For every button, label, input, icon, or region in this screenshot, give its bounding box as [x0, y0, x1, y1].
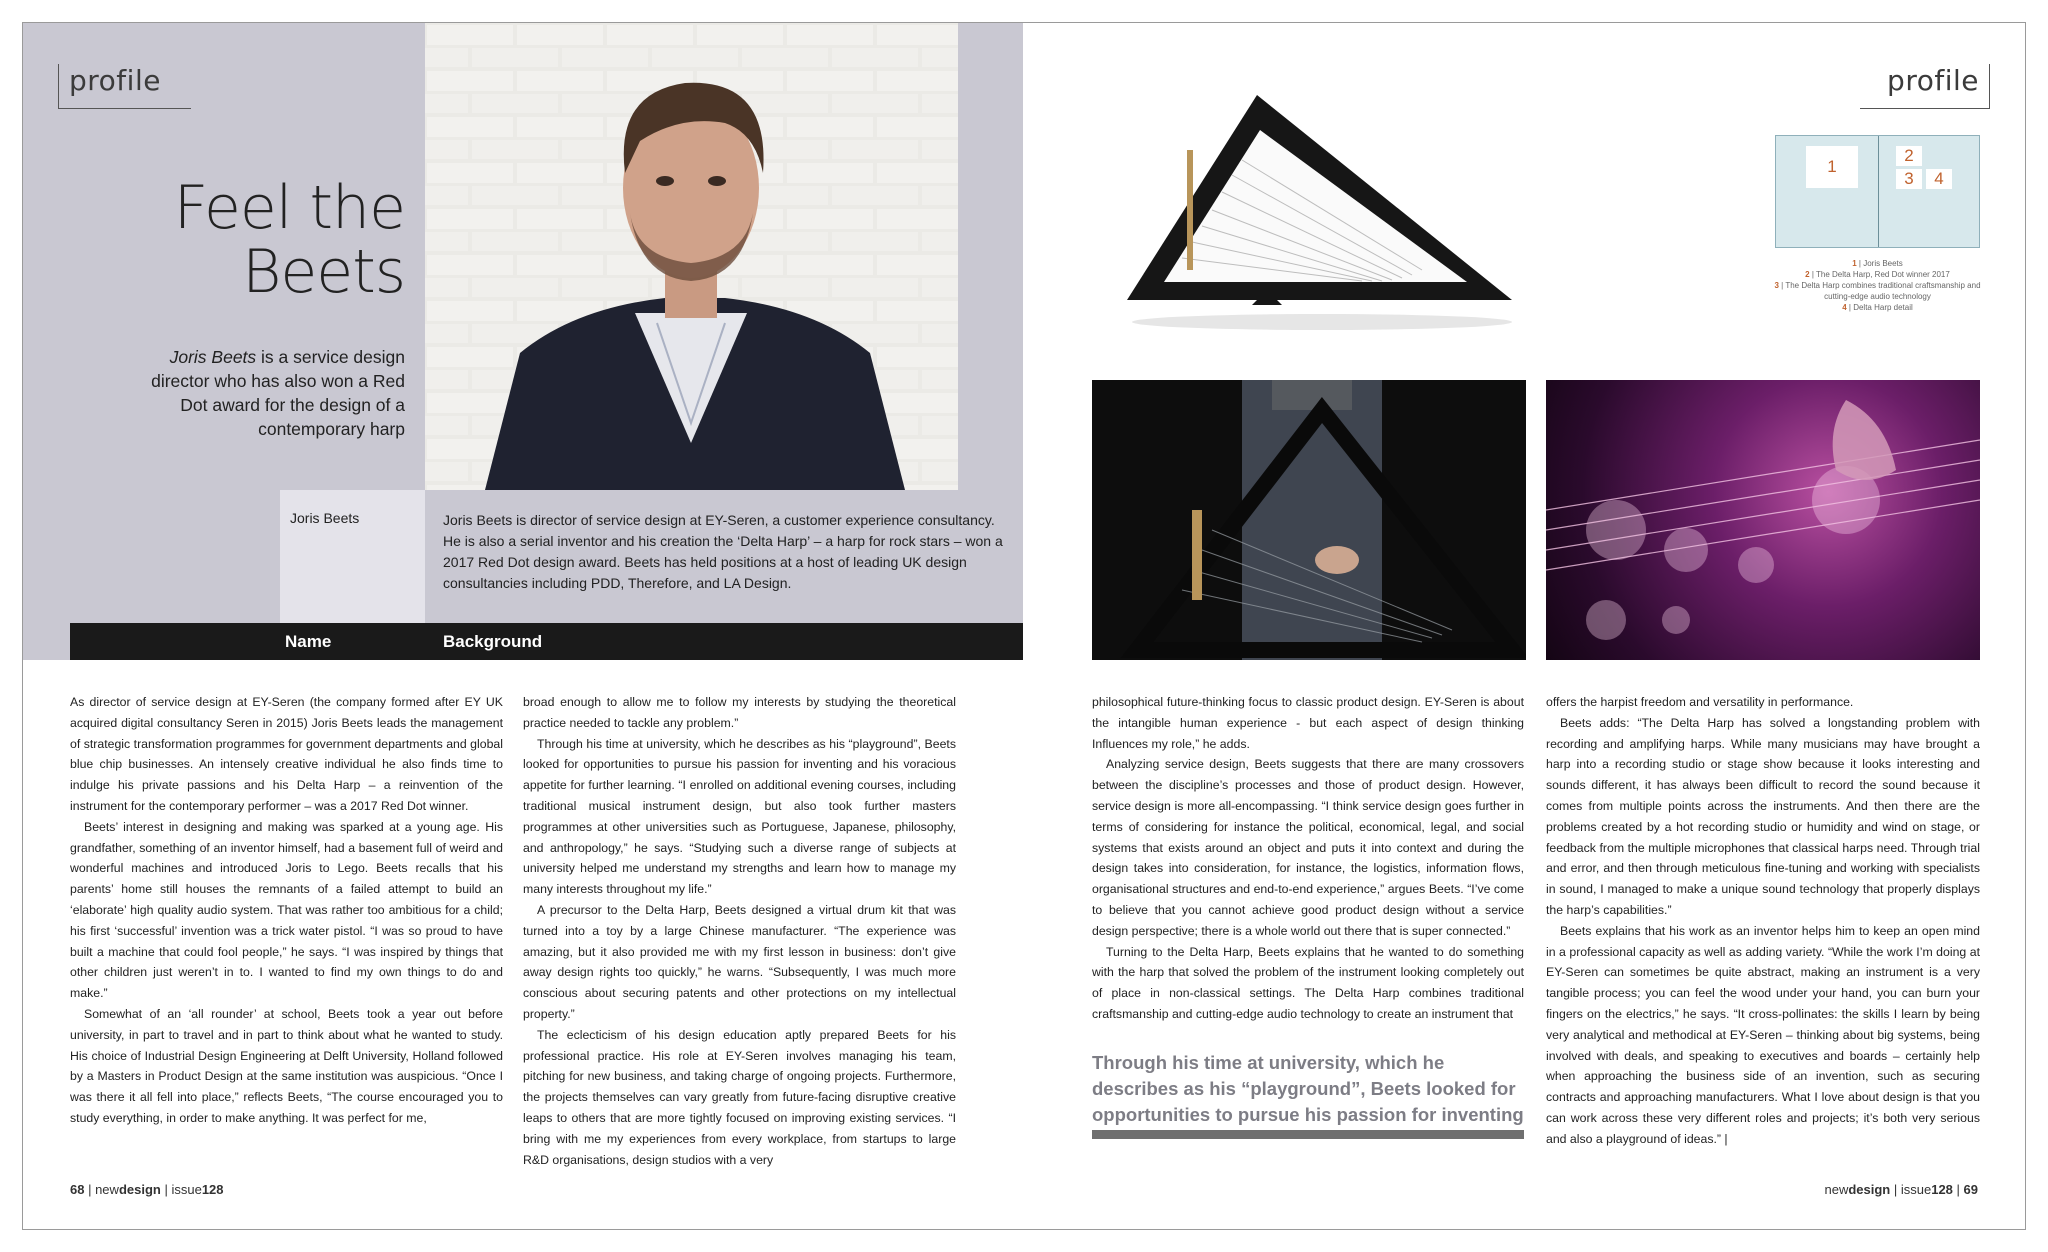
caption-text: The Delta Harp, Red Dot winner 2017: [1815, 270, 1950, 279]
article-column-2: [523, 692, 956, 1170]
headline-line-2: Beets: [242, 237, 405, 307]
paragraph: As director of service design at EY-Seren (the company formed after EY UK acquired digital consultancy Seren in 2015) Joris Beets leads the management of strategic transformation programmes for government departments and global blue chip businesses. An intensely creative individual he also finds time to indulge his private passions and his Delta Harp – a reinvention of the instrument for the contemporary performer – was a 2017 Red Dot winner.: [70, 695, 503, 813]
mag-name-light: new: [95, 1182, 119, 1197]
paragraph: Beets’ interest in designing and making was sparked at a young age. His grandfather, something of an inventor himself, had a basement full of weird and wonderful machines and introduced Joris to Lego. Beets recalls that his parents’ home still houses the remnants of a failed attempt to build an ‘elaborate’ high quality audio system. That was rather too ambitious for a child; his first ‘successful’ invention was a trick water pistol. “I was so proud to have built a machine that could fool people,” he says. “I was inspired by things that other children just weren’t in to. I wanted to find my own things to do and make.”: [70, 819, 503, 1001]
issue-number: 128: [1931, 1182, 1953, 1197]
section-tag-right: profile: [1860, 64, 1990, 109]
harp-illustration: [1092, 60, 1524, 345]
key-box-4: 4: [1926, 169, 1952, 189]
portrait-photo: [425, 23, 958, 490]
page-number: 69: [1963, 1182, 1978, 1197]
paragraph: A precursor to the Delta Harp, Beets designed a virtual drum kit that was turned into a toy by a large Chinese manufacturer. “The experience was amazing, but it also provided me with my first lesson in business: don’t give away design rights too quickly,” he warns. “Subsequently, I was much more conscious about securing patents and other protections on my intellectual property.”: [523, 902, 956, 1021]
pull-quote: Through his time at university, which he describes as his “playground”, Beets looked for opportunities to pursue his passion for inventing: [1092, 1052, 1524, 1125]
paragraph: Analyzing service design, Beets suggests that there are many crossovers between the discipline’s processes and those of product design. However, service design is more all-encompassing. “I think service design goes further in terms of considering for instance the political, economical, legal, and social systems that exists around an object and puts it into context and during the design takes into consideration, for instance, the logistics, information flows, organisational structures and end-to-end experience,” argues Beets. “I’ve come to believe that you cannot achieve good product design without a service design perspective; there is a whole world out there that is super connected.”: [1092, 757, 1524, 938]
harp-performer-photo: [1092, 380, 1526, 660]
paragraph: Beets explains that his work as an inventor helps him to keep an open mind in a professional capacity as well as adding variety. “While the work I’m doing at EY-Seren can sometimes be quite abstract, making an instrument is a very tangible process; you can feel the wood under your hand, you can burn your fingers on the electrics,” he says. “It cross-pollinates: the skills I learn by being very analytical and methodical at EY-Seren – thinking about big systems, being involved with deals, and speaking to executives and boards – certainly help when approaching the business side of an invention, such as securing contracts and approaching manufacturers. What I love about design is that you can work across these very different roles and projects; it’s both very serious and also a playground of ideas.” |: [1546, 923, 1980, 1146]
detail-illustration: [1546, 380, 1980, 660]
caption-2: 2 | The Delta Harp, Red Dot winner 2017: [1805, 270, 1950, 279]
profile-table-header: [70, 623, 1023, 660]
paragraph: Turning to the Delta Harp, Beets explains that he wanted to do something with the harp that solved the problem of the instrument looking completely out of place in non-classical settings. The Delta Harp combines traditional craftsmanship and cutting-edge audio technology to create an instrument that: [1092, 944, 1524, 1021]
paragraph: offers the harpist freedom and versatility in performance.: [1546, 695, 1854, 709]
image-key-diagram: [1775, 135, 1980, 248]
headline: [60, 173, 405, 307]
headline-line-1: Feel the: [173, 173, 405, 243]
performer-illustration: [1092, 380, 1526, 660]
portrait-illustration: [425, 23, 958, 490]
intro-name: Joris Beets: [169, 347, 257, 367]
intro-standfirst: [120, 345, 405, 441]
key-box-3: 3: [1896, 169, 1922, 189]
intro-text: is a service design director who has also won a Red Dot award for the design of a contemporary harp: [151, 347, 405, 439]
issue-label: issue: [1900, 1182, 1932, 1197]
paragraph: Beets adds: “The Delta Harp has solved a longstanding problem with recording and amplifying harps. While many musicians may have brought a harp into a recording studio or stage show because it looks interesting and sounds different, it has always been difficult to record the sound because it comes from multiple points across the instruments. And then there are the problems created by a hot recording studio or humidity and wind on stage, or feedback from the multiple microphones that classical harps need. Through trial and error, and then through meticulous fine-tuning and working with specialists in sound, I managed to make a unique sound technology that properly displays the harp’s capabilities.”: [1546, 715, 1980, 917]
caption-number: 4: [1842, 303, 1847, 312]
profile-name-cell: Joris Beets: [280, 490, 425, 623]
caption-3: 3 | The Delta Harp combines traditional craftsmanship and cutting-edge audio technology: [1774, 281, 1981, 301]
caption-text: Delta Harp detail: [1853, 303, 1913, 312]
name-column-header: Name: [285, 632, 332, 651]
background-column-header: Background: [443, 632, 543, 651]
article-column-1: [70, 692, 503, 1129]
paragraph: The eclecticism of his design education aptly prepared Beets for his professional practice. His role at EY-Seren involves managing his team, pitching for new business, and taking charge of ongoing projects. Furthermore, the projects themselves can vary greatly from future-facing disruptive creative leaps to others that are more tightly focused on improving existing services. “I bring with me my experiences from every workplace, from startups to large R&D organisations, design studios with a very: [523, 1027, 956, 1167]
image-captions: [1770, 258, 1985, 313]
page-number: 68: [70, 1182, 85, 1197]
footer-right: newdesign | issue128 | 69: [1824, 1182, 1978, 1197]
paragraph: Somewhat of an ‘all rounder’ at school, Beets took a year out before university, in part to travel and in part to think about what he wanted to study. His choice of Industrial Design Engineering at Delft University, Holland followed by a Masters in Product Design at the same institution was auspicious. “Once I was there it all fell into place,” reflects Beets, “The course encouraged you to study everything, in order to make anything. It was perfect for me,: [70, 1006, 503, 1125]
article-column-4: [1546, 692, 1980, 1150]
mag-name-light: new: [1824, 1182, 1849, 1197]
mag-name-bold: design: [118, 1182, 161, 1197]
paragraph: philosophical future-thinking focus to classic product design. EY-Seren is about the intangible human experience - but each aspect of design thinking Influences my role,” he adds.: [1092, 695, 1524, 751]
issue-number: 128: [201, 1182, 224, 1197]
caption-number: 3: [1774, 281, 1779, 290]
paragraph: Through his time at university, which he describes as his “playground”, Beets looked for opportunities to pursue his passion for inventing and his voracious appetite for further learning. “I enrolled on additional evening courses, including traditional musical instrument design, but also took further masters programmes at other universities such as Portuguese, Japanese, philosophy, and anthropology,” he says. “Studying such a diverse range of subjects at university helped me understand my strengths and learn how to manage my many interests throughout my life.”: [523, 736, 956, 897]
key-box-1: 1: [1806, 146, 1858, 188]
issue-label: issue: [171, 1182, 202, 1197]
key-divider: [1878, 136, 1879, 247]
section-tag-left: profile: [58, 64, 191, 109]
caption-number: 1: [1852, 259, 1857, 268]
caption-1: 1 | Joris Beets: [1852, 259, 1903, 268]
paragraph: broad enough to allow me to follow my interests by studying the theoretical practice needed to tackle any problem.”: [523, 695, 956, 730]
footer-left: 68 | newdesign | issue128: [70, 1182, 224, 1197]
caption-text: The Delta Harp combines traditional craftsmanship and cutting-edge audio technology: [1785, 281, 1981, 301]
mag-name-bold: design: [1848, 1182, 1891, 1197]
caption-number: 2: [1805, 270, 1810, 279]
article-column-3: [1092, 692, 1524, 1025]
key-box-2: 2: [1896, 146, 1922, 166]
pull-quote-rule: [1092, 1130, 1524, 1139]
delta-harp-product-photo: [1092, 60, 1524, 345]
harp-detail-photo: [1546, 380, 1980, 660]
caption-4: 4 | Delta Harp detail: [1842, 303, 1913, 312]
profile-background-cell: Joris Beets is director of service design at EY-Seren, a customer experience consultancy. He is also a serial inventor and his creation the ‘Delta Harp’ – a harp for rock stars – won a 2017 Red Dot design award. Beets has held positions at a host of leading UK design consultancies including PDD, Therefore, and LA Design.: [425, 490, 1023, 623]
caption-text: Joris Beets: [1863, 259, 1903, 268]
